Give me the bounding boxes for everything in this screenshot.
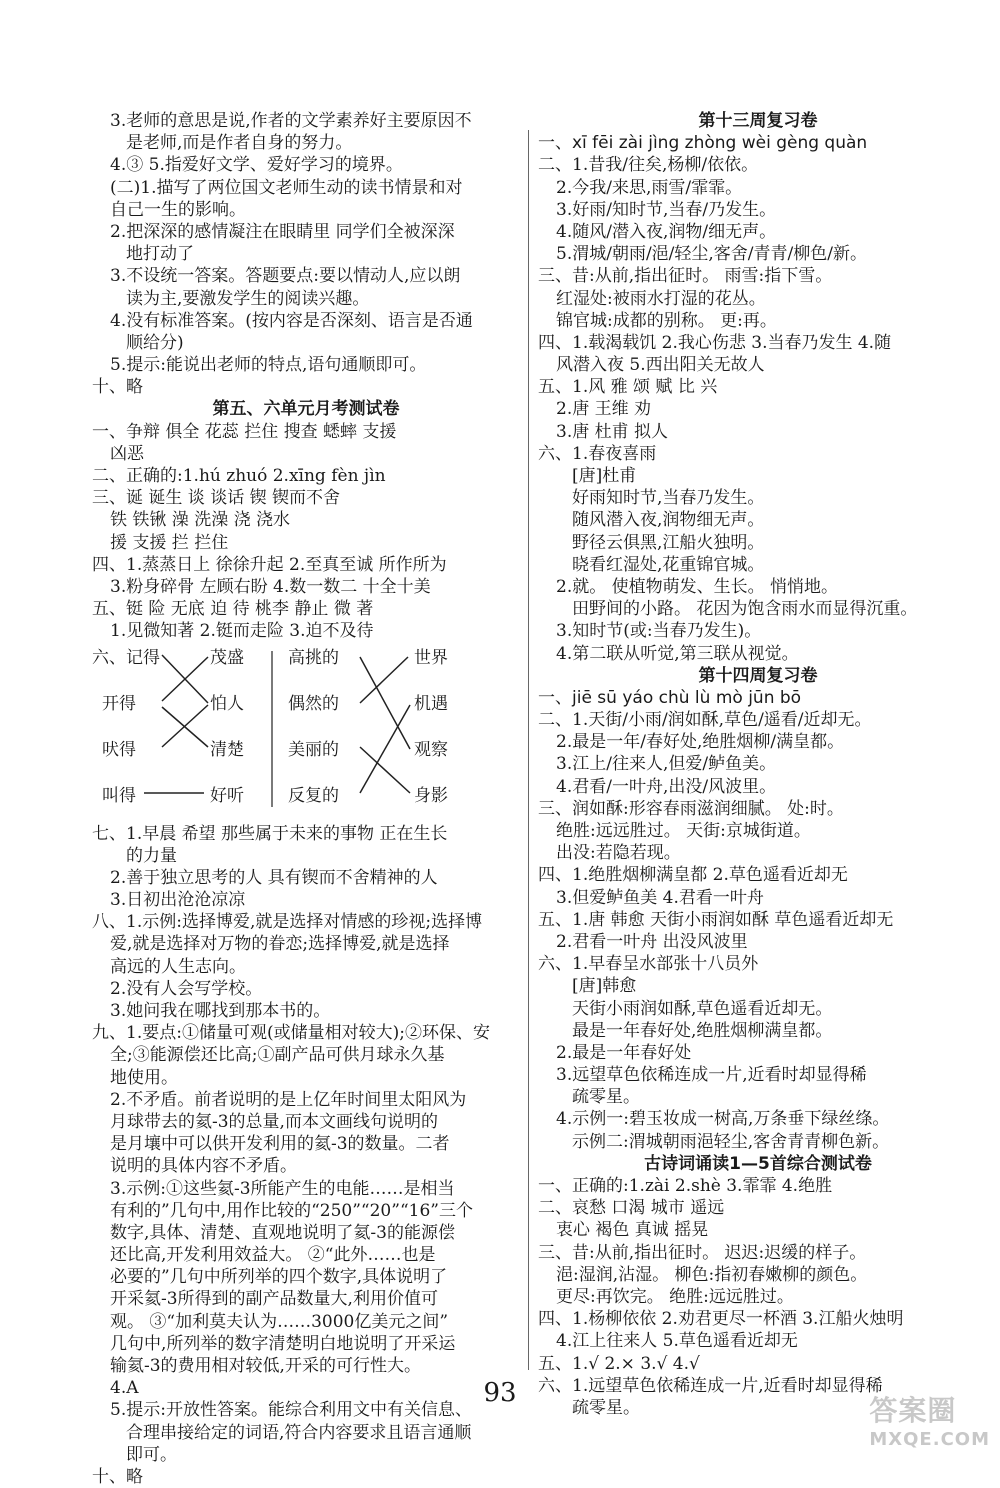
answer-line: 铁 铁锹 澡 洗澡 浇 浇水 <box>92 509 520 531</box>
answer-line: 3.好雨/知时节,当春/乃发生。 <box>538 199 978 221</box>
answer-line: 最是一年春好处,绝胜烟柳满皇都。 <box>538 1020 978 1042</box>
answer-line: 全;③能源偿还比高;①副产品可供月球永久基 <box>92 1044 520 1066</box>
match-line <box>360 657 408 703</box>
page-number: 93 <box>0 1378 1000 1408</box>
answer-line: 4.A <box>92 1377 520 1399</box>
right-answers <box>538 110 978 1419</box>
answer-line: 数字,具体、清楚、直观地说明了氦-3的能源偿 <box>92 1222 520 1244</box>
answer-line: 3.日初出沧沧凉凉 <box>92 889 520 911</box>
answer-line: 一、xī fēi zài jìng zhòng wèi gèng quàn <box>538 132 978 154</box>
answer-line: (二)1.描写了两位国文老师生动的读书情景和对 <box>92 177 520 199</box>
answer-line: 3.不设统一答案。答题要点:要以情动人,应以朗 <box>92 265 520 287</box>
answer-line: 五、1.唐 韩愈 天街小雨润如酥 草色遥看近却无 <box>538 909 978 931</box>
answer-line: 2.不矛盾。前者说明的是上亿年时间里太阳风为 <box>92 1089 520 1111</box>
left-answers-top <box>92 110 520 643</box>
answer-line: 自己一生的影响。 <box>92 199 520 221</box>
match-word-right: 怕人 <box>210 689 244 714</box>
answer-line: 红湿处:被雨水打湿的花丛。 <box>538 288 978 310</box>
answer-line: 3.江上/往来人,但爱/鲈鱼美。 <box>538 753 978 775</box>
answer-line: 五、1.√ 2.× 3.√ 4.√ <box>538 1353 978 1375</box>
answer-line: 出没:若隐若现。 <box>538 842 978 864</box>
answer-line: 天街小雨润如酥,草色遥看近却无。 <box>538 998 978 1020</box>
answer-line: 六、1.早春呈水部张十八员外 <box>538 953 978 975</box>
answer-line: 好雨知时节,当春乃发生。 <box>538 487 978 509</box>
answer-line: 绝胜:远远胜过。 天街:京城街道。 <box>538 820 978 842</box>
answer-line: 还比高,开发利用效益大。 ②“此外……也是 <box>92 1244 520 1266</box>
column-divider <box>528 130 529 1370</box>
answer-line: 2.唐 王维 劝 <box>538 398 978 420</box>
answer-line: 四、1.杨柳依依 2.劝君更尽一杯酒 3.江船火烛明 <box>538 1308 978 1330</box>
answer-line: 二、1.昔我/往矣,杨柳/依依。 <box>538 154 978 176</box>
answer-line: 2.君看一叶舟 出没风波里 <box>538 931 978 953</box>
answer-line: 锦官城:成都的别称。 更:再。 <box>538 310 978 332</box>
answer-line: 5.提示:能说出老师的特点,语句通顺即可。 <box>92 354 520 376</box>
answer-line: 说明的具体内容不矛盾。 <box>92 1155 520 1177</box>
answer-line: 4.随风/潜入夜,润物/细无声。 <box>538 221 978 243</box>
answer-line: 地使用。 <box>92 1067 520 1089</box>
answer-line: 2.今我/来思,雨雪/霏霏。 <box>538 177 978 199</box>
answer-line: 3.但爱鲈鱼美 4.君看一叶舟 <box>538 887 978 909</box>
match-word-right: 茂盛 <box>210 643 244 668</box>
answer-line: 五、铤 险 无底 迫 待 桃李 静止 微 著 <box>92 598 520 620</box>
answer-line: 三、润如酥:形容春雨滋润细腻。 处:时。 <box>538 798 978 820</box>
answer-line: 3.示例:①这些氦-3所能产生的电能……是相当 <box>92 1178 520 1200</box>
answer-line: 3.老师的意思是说,作者的文学素养好主要原因不 <box>92 110 520 132</box>
answer-line: 二、哀愁 口渴 城市 遥远 <box>538 1197 978 1219</box>
answer-line: 4.第二联从听觉,第三联从视觉。 <box>538 643 978 665</box>
match-line <box>360 657 410 749</box>
answer-line: 三、昔:从前,指出征时。 雨雪:指下雪。 <box>538 265 978 287</box>
answer-line: 四、1.绝胜烟柳满皇都 2.草色遥看近却无 <box>538 864 978 886</box>
matching-exercise <box>92 643 520 823</box>
answer-line: 4.③ 5.指爱好文学、爱好学习的境界。 <box>92 154 520 176</box>
answer-line: 六、1.远望草色依稀连成一片,近看时却显得稀 <box>538 1375 978 1397</box>
answer-line: 4.君看/一叶舟,出没/风波里。 <box>538 776 978 798</box>
watermark-text: 答案圈 <box>869 1394 956 1427</box>
answer-line: 开采氦-3所得到的副产品数量大,利用价值可 <box>92 1288 520 1310</box>
answer-line: 十、略 <box>92 376 520 398</box>
match-word-right: 清楚 <box>210 735 244 760</box>
answer-line: 八、1.示例:选择博爱,就是选择对情感的珍视;选择博 <box>92 911 520 933</box>
section-heading: 第五、六单元月考测试卷 <box>92 398 520 420</box>
match-word-left: 反复的 <box>288 781 339 806</box>
answer-line: 四、1.载渴载饥 2.我心伤悲 3.当春乃发生 4.随 <box>538 332 978 354</box>
answer-line: 合理串接给定的词语,符合内容要求且语言通顺 <box>92 1422 520 1444</box>
answer-line: 一、争辩 俱全 花蕊 拦住 搜查 蟋蟀 支援 <box>92 421 520 443</box>
answer-line: 3.知时节(或:当春乃发生)。 <box>538 620 978 642</box>
right-column <box>538 110 978 1419</box>
answer-line: [唐]韩愈 <box>538 975 978 997</box>
answer-line: 随风潜入夜,润物细无声。 <box>538 509 978 531</box>
match-word-left: 高挑的 <box>288 643 339 668</box>
answer-line: 凶恶 <box>92 443 520 465</box>
answer-line: 有利的”几句中,用作比较的“250”“20”“16”三个 <box>92 1200 520 1222</box>
answer-line: 衷心 褐色 真诚 摇晃 <box>538 1219 978 1241</box>
answer-line: 示例二:渭城朝雨浥轻尘,客舍青青柳色新。 <box>538 1131 978 1153</box>
answer-line: 更尽:再饮完。 绝胜:远远胜过。 <box>538 1286 978 1308</box>
match-word-left: 吠得 <box>102 735 136 760</box>
watermark-logo <box>869 1389 990 1450</box>
answer-line: 疏零星。 <box>538 1397 978 1419</box>
answer-line: 3.她问我在哪找到那本书的。 <box>92 1000 520 1022</box>
answer-line: 是老师,而是作者自身的努力。 <box>92 132 520 154</box>
match-word-left: 开得 <box>102 689 136 714</box>
answer-line: 二、正确的:1.hú zhuó 2.xīng fèn jìn <box>92 465 520 487</box>
answer-line: 几句中,所列举的数字清楚明白地说明了开采运 <box>92 1333 520 1355</box>
answer-line: 野径云俱黑,江船火独明。 <box>538 532 978 554</box>
answer-line: [唐]杜甫 <box>538 465 978 487</box>
answer-line: 2.善于独立思考的人 具有锲而不舍精神的人 <box>92 867 520 889</box>
match-word-right: 世界 <box>414 643 448 668</box>
match-word-left: 美丽的 <box>288 735 339 760</box>
answer-line: 四、1.蒸蒸日上 徐徐升起 2.至真至诚 所作所为 <box>92 554 520 576</box>
answer-line: 3.唐 杜甫 拟人 <box>538 421 978 443</box>
answer-line: 3.粉身碎骨 左顾右盼 4.数一数二 十全十美 <box>92 576 520 598</box>
answer-line: 月球带去的氦-3的总量,而本文画线句说明的 <box>92 1111 520 1133</box>
answer-line: 一、正确的:1.zài 2.shè 3.霏霏 4.绝胜 <box>538 1175 978 1197</box>
answer-line: 必要的”几句中所列举的四个数字,具体说明了 <box>92 1266 520 1288</box>
answer-line: 4.示例一:碧玉妆成一树高,万条垂下绿丝绦。 <box>538 1108 978 1130</box>
answer-line: 顺给分) <box>92 332 520 354</box>
answer-line: 高远的人生志向。 <box>92 956 520 978</box>
match-word-right: 好听 <box>210 781 244 806</box>
answer-line: 2.最是一年/春好处,绝胜烟柳/满皇都。 <box>538 731 978 753</box>
answer-line: 是月壤中可以供开发利用的氦-3的数量。二者 <box>92 1133 520 1155</box>
section-heading: 古诗词诵读1—5首综合测试卷 <box>538 1153 978 1175</box>
answer-line: 一、jiē sū yáo chù lù mò jūn bō <box>538 687 978 709</box>
answer-line: 十、略 <box>92 1466 520 1488</box>
answer-line: 七、1.早晨 希望 那些属于未来的事物 正在生长 <box>92 823 520 845</box>
answer-line: 地打动了 <box>92 243 520 265</box>
answer-line: 五、1.风 雅 颂 赋 比 兴 <box>538 376 978 398</box>
answer-line: 3.远望草色依稀连成一片,近看时却显得稀 <box>538 1064 978 1086</box>
answer-line: 九、1.要点:①储量可观(或储量相对较大);②环保、安 <box>92 1022 520 1044</box>
answer-line: 三、昔:从前,指出征时。 迟迟:迟缓的样子。 <box>538 1242 978 1264</box>
answer-line: 浥:湿润,沾湿。 柳色:指初春嫩柳的颜色。 <box>538 1264 978 1286</box>
match-line <box>360 747 410 793</box>
match-line <box>162 657 208 701</box>
question-number: 六、 <box>92 643 126 668</box>
answer-line: 观。 ③“加利莫夫认为……3000亿美元之间” <box>92 1311 520 1333</box>
match-line <box>360 705 410 793</box>
answer-line: 4.江上往来人 5.草色遥看近却无 <box>538 1330 978 1352</box>
answer-line: 风潜入夜 5.西出阳关无故人 <box>538 354 978 376</box>
match-word-left: 记得 <box>126 643 160 668</box>
answer-line: 读为主,要激发学生的阅读兴趣。 <box>92 288 520 310</box>
answer-line: 2.没有人会写学校。 <box>92 978 520 1000</box>
answer-line: 的力量 <box>92 845 520 867</box>
answer-line: 田野间的小路。 花因为饱含雨水而显得沉重。 <box>538 598 978 620</box>
answer-line: 1.见微知著 2.铤而走险 3.迫不及待 <box>92 620 520 642</box>
answer-line: 援 支援 拦 拦住 <box>92 532 520 554</box>
answer-line: 晓看红湿处,花重锦官城。 <box>538 554 978 576</box>
answer-line: 六、1.春夜喜雨 <box>538 443 978 465</box>
match-word-left: 叫得 <box>102 781 136 806</box>
section-heading: 第十四周复习卷 <box>538 665 978 687</box>
answer-line: 2.最是一年春好处 <box>538 1042 978 1064</box>
left-column <box>92 110 520 1488</box>
answer-line: 输氦-3的费用相对较低,开采的可行性大。 <box>92 1355 520 1377</box>
answer-line: 5.渭城/朝雨/浥/轻尘,客舍/青青/柳色/新。 <box>538 243 978 265</box>
section-heading: 第十三周复习卷 <box>538 110 978 132</box>
match-word-left: 偶然的 <box>288 689 339 714</box>
answer-line: 2.就。 使植物萌发、生长。 悄悄地。 <box>538 576 978 598</box>
answer-line: 4.没有标准答案。(按内容是否深刻、语言是否通 <box>92 310 520 332</box>
answer-line: 5.提示:开放性答案。能综合利用文中有关信息、 <box>92 1399 520 1421</box>
answer-line: 三、诞 诞生 谈 谈话 锲 锲而不舍 <box>92 487 520 509</box>
answer-line: 二、1.天街/小雨/润如酥,草色/遥看/近却无。 <box>538 709 978 731</box>
watermark-url: MXQE.COM <box>869 1429 990 1450</box>
answer-line: 疏零星。 <box>538 1086 978 1108</box>
answer-line: 爱,就是选择对万物的眷恋;选择博爱,就是选择 <box>92 933 520 955</box>
match-word-right: 观察 <box>414 735 448 760</box>
match-word-right: 身影 <box>414 781 448 806</box>
answer-line: 2.把深深的感情凝注在眼睛里 同学们全被深深 <box>92 221 520 243</box>
answer-line: 即可。 <box>92 1444 520 1466</box>
match-word-right: 机遇 <box>414 689 448 714</box>
